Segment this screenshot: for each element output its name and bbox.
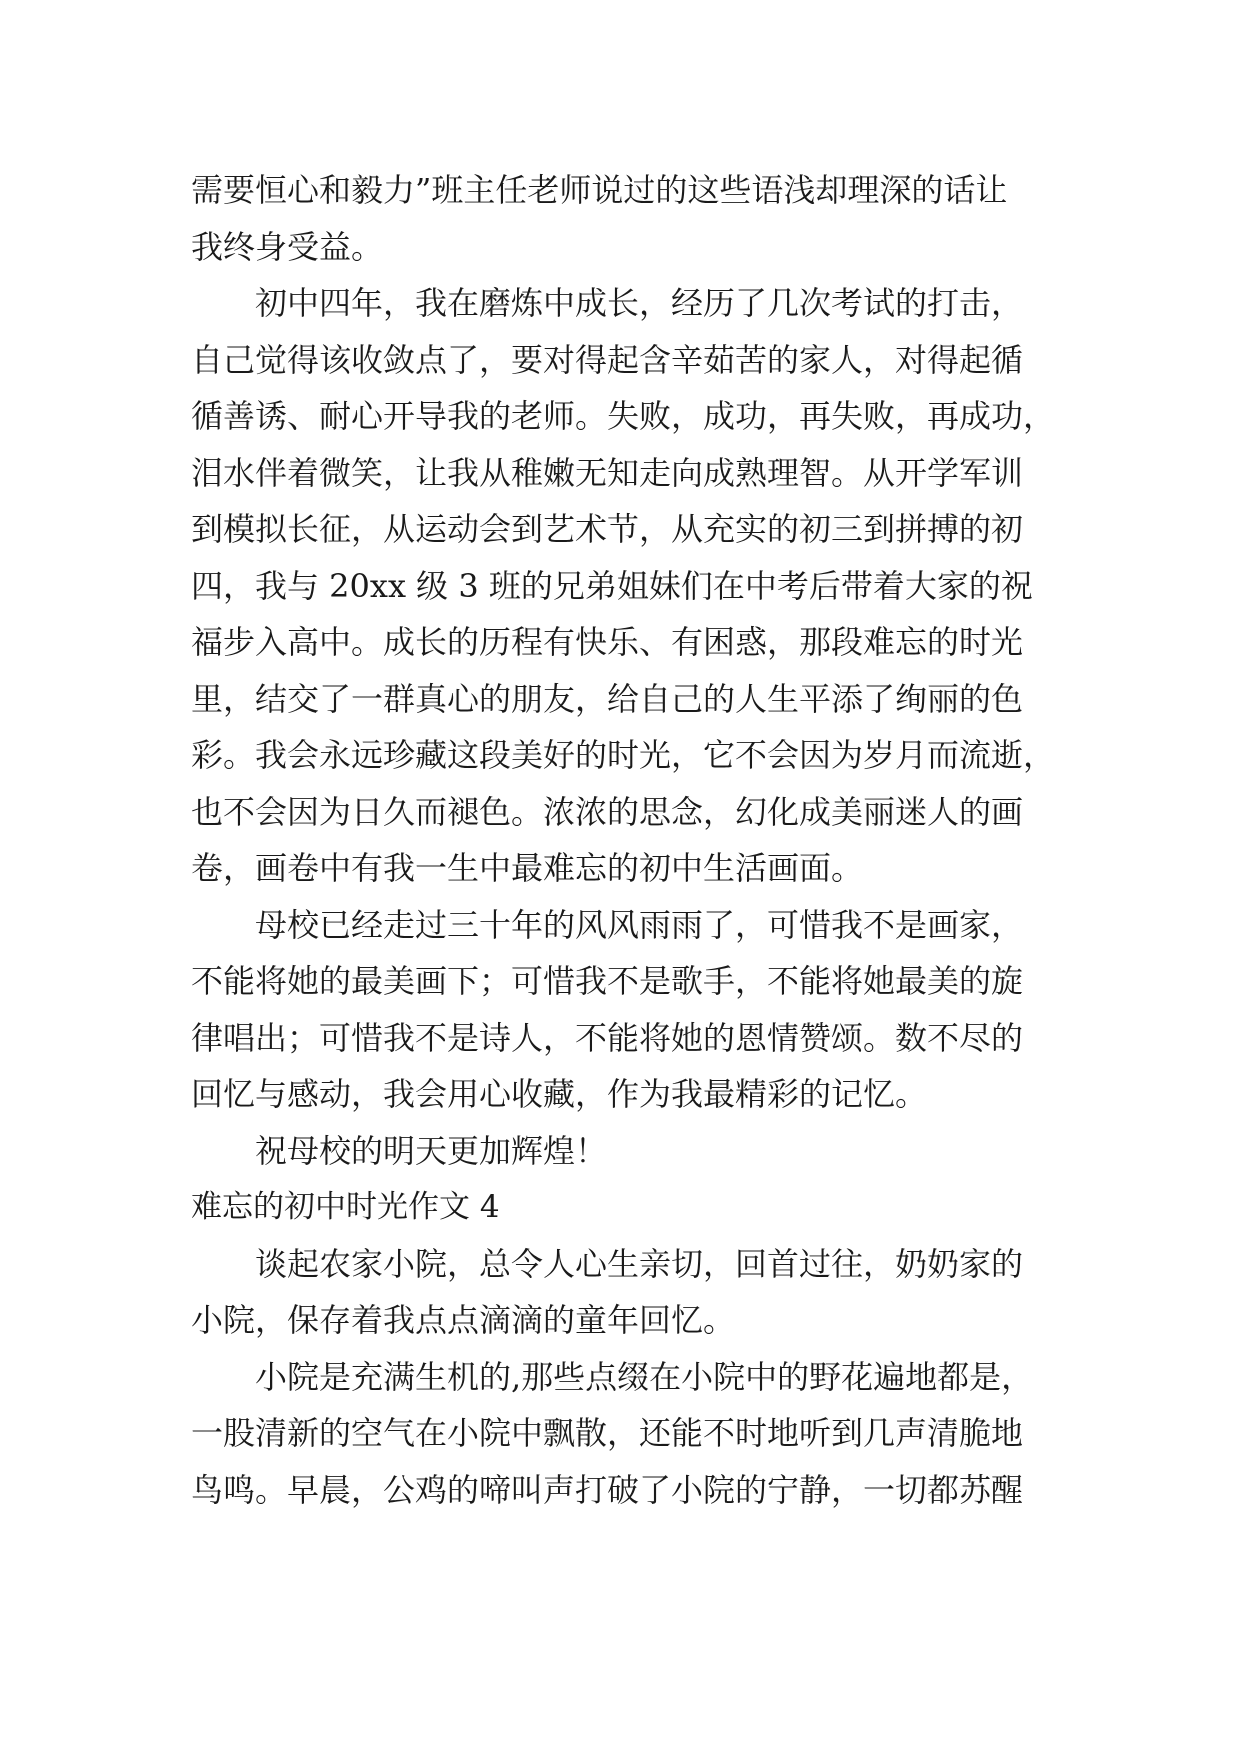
text-line: 卷，画卷中有我一生中最难忘的初中生活画面。 (191, 849, 864, 887)
text-line: 初中四年，我在磨炼中成长，经历了几次考试的打击， (255, 284, 1024, 322)
document-body (191, 162, 1056, 1518)
text-line: 循善诱、耐心开导我的老师。失败，成功，再失败，再成功， (191, 397, 1056, 435)
text-line: 也不会因为日久而褪色。浓浓的思念，幻化成美丽迷人的画 (191, 792, 1024, 831)
text-line: 律唱出；可惜我不是诗人，不能将她的恩情赞颂。数不尽的 (191, 1018, 1024, 1057)
section-heading: 难忘的初中时光作文 4 (191, 1189, 500, 1225)
text-line: 福步入高中。成长的历程有快乐、有困惑，那段难忘的时光 (191, 623, 1024, 661)
text-line: 母校已经走过三十年的风风雨雨了，可惜我不是画家， (255, 905, 1024, 944)
text-line: 谈起农家小院，总令人心生亲切，回首过往，奶奶家的 (255, 1244, 1024, 1283)
text-line: 四，我与 20xx 级 3 班的兄弟姐妹们在中考后带着大家的祝 (191, 566, 1033, 605)
text-line: 里，结交了一群真心的朋友，给自己的人生平添了绚丽的色 (191, 679, 1024, 718)
text-line: 泪水伴着微笑，让我从稚嫩无知走向成熟理智。从开学军训 (191, 453, 1024, 492)
text-line: 我终身受益。 (191, 227, 384, 266)
text-line: 鸟鸣。早晨，公鸡的啼叫声打破了小院的宁静，一切都苏醒 (191, 1470, 1024, 1509)
text-line: 回忆与感动，我会用心收藏，作为我最精彩的记忆。 (191, 1075, 928, 1113)
text-line: 一股清新的空气在小院中飘散，还能不时地听到几声清脆地 (191, 1414, 1024, 1452)
text-line: 自己觉得该收敛点了，要对得起含辛茹苦的家人，对得起循 (191, 340, 1024, 379)
text-line: 不能将她的最美画下；可惜我不是歌手，不能将她最美的旋 (191, 962, 1024, 1000)
text-line: 彩。我会永远珍藏这段美好的时光，它不会因为岁月而流逝， (191, 736, 1056, 774)
text-line: 小院，保存着我点点滴滴的童年回忆。 (191, 1301, 736, 1339)
text-line: 需要恒心和毅力”班主任老师说过的这些语浅却理深的话让 (191, 171, 1008, 209)
text-line: 到模拟长征，从运动会到艺术节，从充实的初三到拼搏的初 (191, 510, 1024, 548)
text-line: 祝母校的明天更加辉煌！ (255, 1131, 608, 1170)
text-line: 小院是充满生机的,那些点缀在小院中的野花遍地都是， (255, 1357, 1034, 1396)
